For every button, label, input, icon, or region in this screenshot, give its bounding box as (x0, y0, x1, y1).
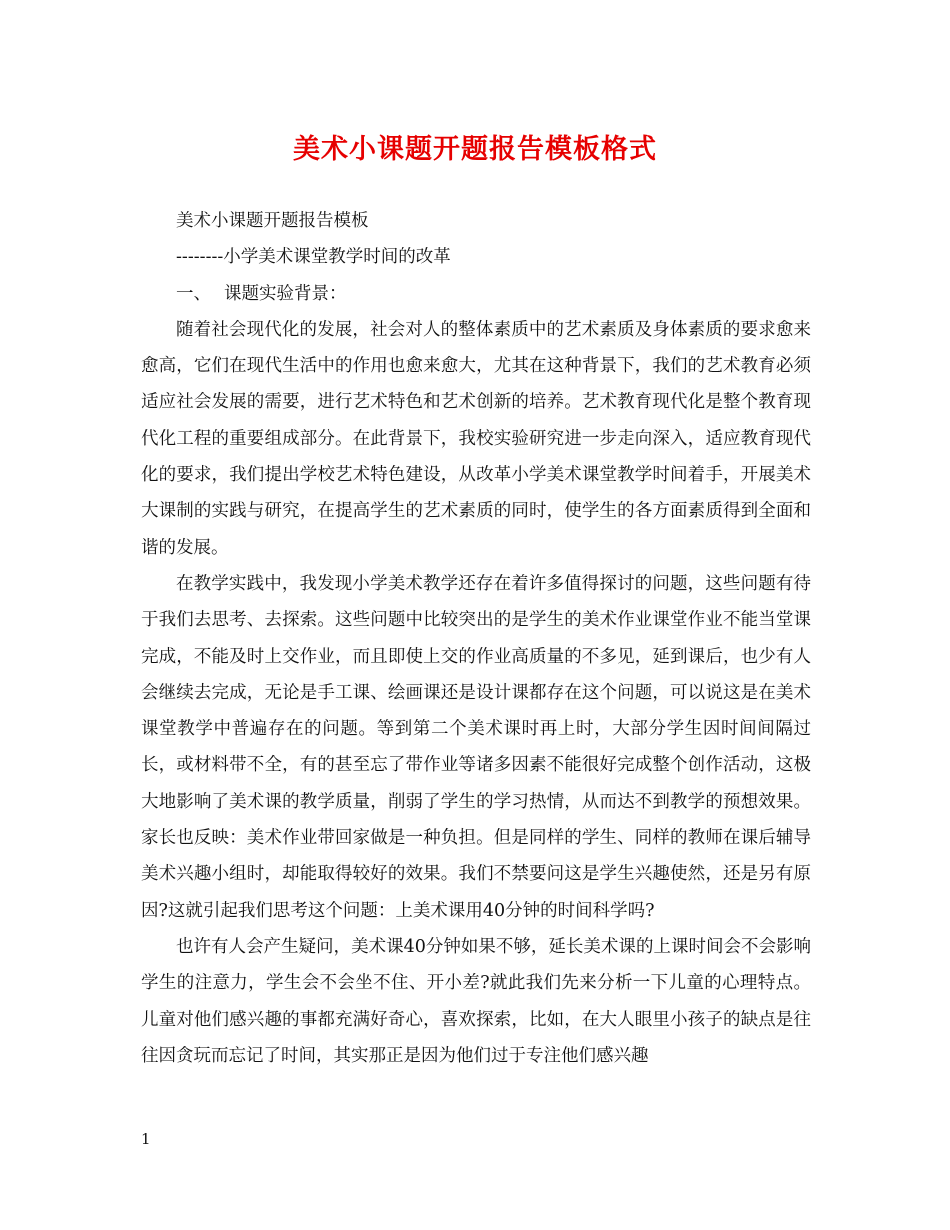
report-subtitle: 美术小课题开题报告模板 (176, 211, 369, 231)
body-paragraph: 随着社会现代化的发展，社会对人的整体素质中的艺术素质及身体素质的要求愈来愈高，它们在现代生活中的作用也愈来愈大，尤其在这种背景下，我们的艺术教育必须适应社会发展的需要，进行艺术特色和艺术创新的培养。艺术教育现代化是整个教育现代化工程的重要组成部分。在此背景下，我校实验研究进一步走向深入，适应教育现代化的要求，我们提出学校艺术特色建设，从改革小学美术课堂教学时间着手，开展美术大课制的实践与研究，在提高学生的艺术素质的同时，使学生的各方面素质得到全面和谐的发展。 (141, 319, 811, 558)
section-heading-text: 课题实验背景： (224, 283, 347, 304)
section-number: 一、 (176, 283, 211, 304)
body-paragraph: 在教学实践中，我发现小学美术教学还存在着许多值得探讨的问题，这些问题有待于我们去思考、去探索。这些问题中比较突出的是学生的美术作业课堂作业不能当堂课完成，不能及时上交作业，而且即使上交的作业高质量的不多见，延到课后，也少有人会继续去完成，无论是手工课、绘画课还是设计课都存在这个问题，可以说这是在美术课堂教学中普遍存在的问题。等到第二个美术课时再上时，大部分学生因时间间隔过长，或材料带不全，有的甚至忘了带作业等诸多因素不能很好完成整个创作活动，这极大地影响了美术课的教学质量，削弱了学生的学习热情，从而达不到教学的预想效果。家长也反映：美术作业带回家做是一种负担。但是同样的学生、同样的教师在课后辅导美术兴趣小组时，却能取得较好的效果。我们不禁要问这是学生兴趣使然，还是另有原因?这就引起我们思考这个问题：上美术课用40分钟的时间科学吗? (141, 573, 811, 921)
topic-line: --------小学美术课堂教学时间的改革 (176, 247, 451, 268)
section-heading (141, 276, 811, 312)
body-paragraph: 也许有人会产生疑问，美术课40分钟如果不够，延长美术课的上课时间会不会影响学生的注意力，学生会不会坐不住、开小差?就此我们先来分析一下儿童的心理特点。儿童对他们感兴趣的事都充满好奇心，喜欢探索，比如，在大人眼里小孩子的缺点是往往因贪玩而忘记了时间，其实那正是因为他们过于专注他们感兴趣 (141, 936, 811, 1066)
page-number: 1 (141, 1130, 151, 1148)
document-body (141, 203, 811, 1074)
document-title: 美术小课题开题报告模板格式 (293, 134, 657, 165)
